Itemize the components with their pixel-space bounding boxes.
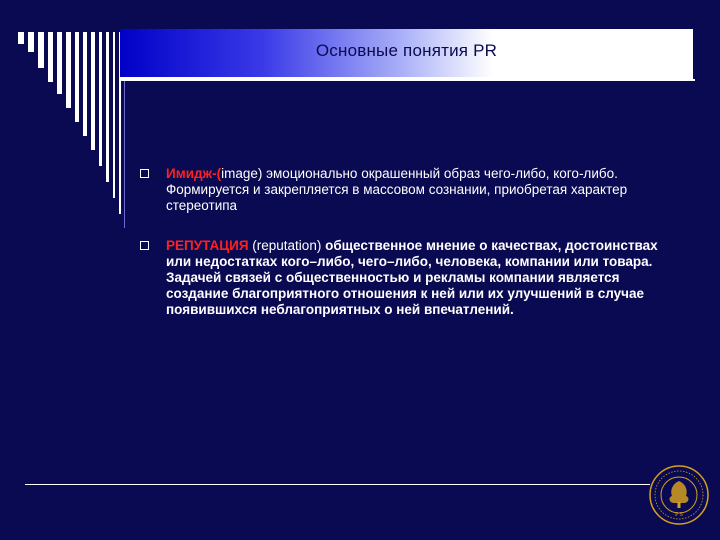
bullet-text — [166, 238, 660, 318]
title-banner — [120, 29, 693, 79]
university-seal-icon — [648, 464, 710, 526]
definition-image: image) эмоционально окрашенный образ чего-либо, кого-либо. Формируется и закрепляется в массовом сознании, приобретая характер стереотипа — [166, 166, 628, 213]
bullet-checkbox-icon — [140, 169, 149, 178]
decorative-stripes — [0, 0, 130, 240]
bullet-checkbox-icon — [140, 241, 149, 250]
bullet-reputation — [140, 238, 660, 318]
term-reputation: РЕПУТАЦИЯ — [166, 238, 249, 253]
footer-rule — [25, 484, 650, 485]
bullet-image — [140, 166, 660, 214]
bullet-text — [166, 166, 660, 214]
definition-reputation: общественное мнение о качествах, достоинствах или недостатках кого–либо, чего–либо, человека, компании или товара. Задачей связей с общественностью и рекламы компании является создание благоприятного отношения к ней или их улучшений в случае появившихся неблагоприятных о ней впечатлений. — [166, 238, 658, 317]
seal-text: P S — [675, 512, 683, 518]
slide-title: Основные понятия PR — [315, 41, 498, 60]
term-image: Имидж-( — [166, 166, 222, 181]
title-underline — [120, 79, 695, 81]
term-english: (reputation) — [248, 238, 326, 253]
